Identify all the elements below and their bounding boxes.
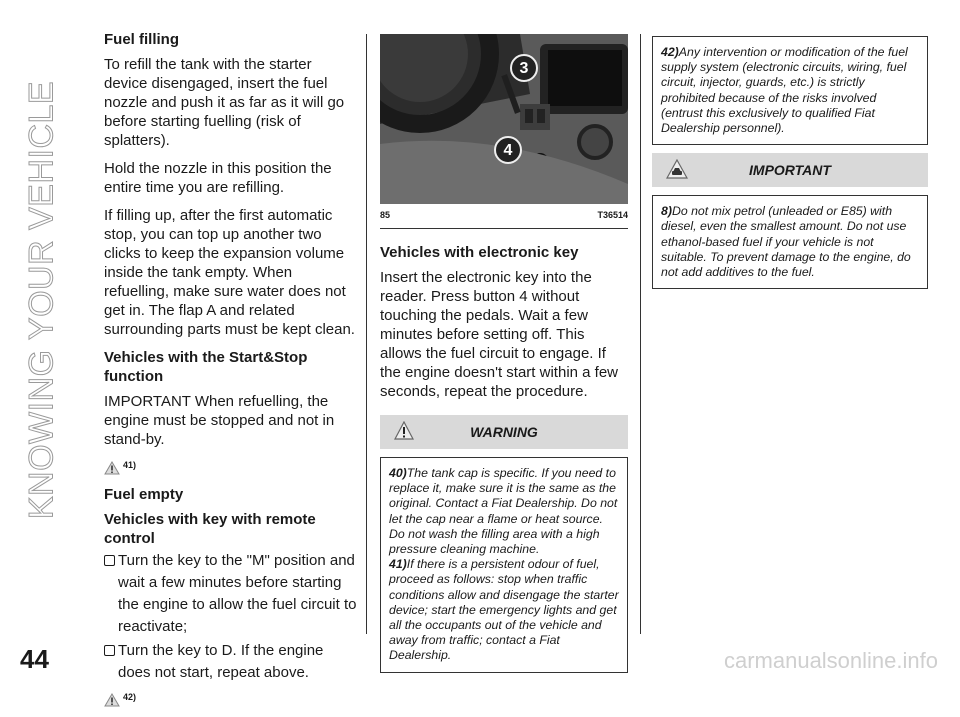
checkbox-bullet-icon	[104, 645, 115, 656]
note-number: 42)	[661, 45, 679, 59]
watermark: carmanualsonline.info	[723, 648, 938, 673]
important-label: IMPORTANT	[749, 161, 831, 178]
note-number: 40)	[389, 466, 407, 480]
figure-code: T36514	[597, 210, 628, 220]
warning-reference[interactable]	[104, 456, 358, 475]
callout-4: 4	[494, 136, 522, 164]
checkbox-bullet-icon	[104, 555, 115, 566]
warning-triangle-icon	[104, 461, 120, 475]
paragraph: IMPORTANT When refuelling, the engine must be stopped and not in stand-by.	[104, 393, 335, 448]
heading-fuel-filling: Fuel filling	[104, 31, 179, 48]
list-item	[104, 550, 358, 638]
note-number: 41)	[389, 557, 407, 572]
paragraph: To refill the tank with the starter device disengaged, insert the fuel nozzle and push it as far as it will go before starting fuelling (risk of splatters).	[104, 56, 345, 149]
callout-3: 3	[510, 54, 538, 82]
heading-key-remote: Vehicles with key with remote control	[104, 511, 316, 547]
warning-box-continued	[652, 36, 928, 145]
column-divider-left	[366, 34, 367, 634]
important-banner	[652, 153, 928, 187]
column-3	[652, 36, 928, 289]
page-number: 44	[20, 644, 49, 674]
note-text: The tank cap is specific. If you need to replace it, make sure it is the same as the original. Contact a Fiat Dealership. Do not let the cap near a flame or heat source. Do not wash the filling area with a high pressure cleaning machine.	[389, 466, 618, 557]
list-item	[104, 640, 358, 684]
warning-label: WARNING	[470, 423, 538, 440]
section-side-title: KNOWING YOUR VEHICLE	[22, 80, 61, 520]
note-text: Any intervention or modification of the fuel supply system (electronic circuits, wiring, fuel circuit, injector, guards, etc.) is strictly prohibited because of the risks involved (entrust this exclusively to qualified Fiat Dealership personnel).	[661, 45, 908, 136]
important-box	[652, 195, 928, 289]
figure-number: 85	[380, 210, 391, 220]
paragraph: Hold the nozzle in this position the entire time you are refilling.	[104, 160, 332, 196]
figure-caption	[380, 204, 628, 229]
note-number: 8)	[661, 204, 672, 219]
warning-reference[interactable]	[104, 688, 358, 707]
warning-box	[380, 457, 628, 673]
dashboard-figure	[380, 34, 628, 204]
list-item-text: Turn the key to the "M" position and wait a few minutes before starting the engine to allow the fuel circuit to reactivate;	[118, 552, 357, 635]
reference-number: 42)	[123, 692, 137, 702]
warning-triangle-icon	[394, 421, 414, 441]
list-item-text: Turn the key to D. If the engine does not start, repeat above.	[118, 642, 324, 681]
heading-start-stop: Vehicles with the Start&Stop function	[104, 349, 308, 385]
warning-triangle-icon	[104, 693, 120, 707]
note-text: Do not mix petrol (unleaded or E85) with diesel, even the smallest amount. Do not use ethanol-based fuel if your vehicle is not suitable. To prevent damage to the engine, do not add additives to the fuel.	[661, 204, 911, 280]
paragraph: Insert the electronic key into the reader. Press button 4 without touching the pedals. Wait a few minutes before setting off. This allows the fuel circuit to engage. If the engine doesn't start within a few seconds, repeat the procedure.	[380, 269, 619, 400]
warning-banner	[380, 415, 628, 449]
car-service-icon	[666, 159, 688, 179]
dashboard-illustration	[380, 34, 628, 204]
warning-note-41	[389, 557, 619, 663]
reference-number: 41)	[123, 460, 137, 470]
warning-note-40	[389, 466, 619, 557]
column-divider-right	[640, 34, 641, 634]
note-text: If there is a persistent odour of fuel, proceed as follows: stop when traffic conditions allow and disengage the starter device; start the emergency lights and get all the occupants out of the vehicle and away from traffic; contact a Fiat Dealership.	[389, 557, 619, 663]
heading-electronic-key: Vehicles with electronic key	[380, 244, 579, 261]
column-1	[104, 30, 358, 717]
paragraph: If filling up, after the first automatic stop, you can top up another two clicks to keep the expansion volume inside the tank empty. When refuelling, make sure water does not get in. The flap A and related surrounding parts must be kept clean.	[104, 207, 355, 338]
column-2	[380, 34, 628, 673]
heading-fuel-empty: Fuel empty	[104, 486, 184, 503]
